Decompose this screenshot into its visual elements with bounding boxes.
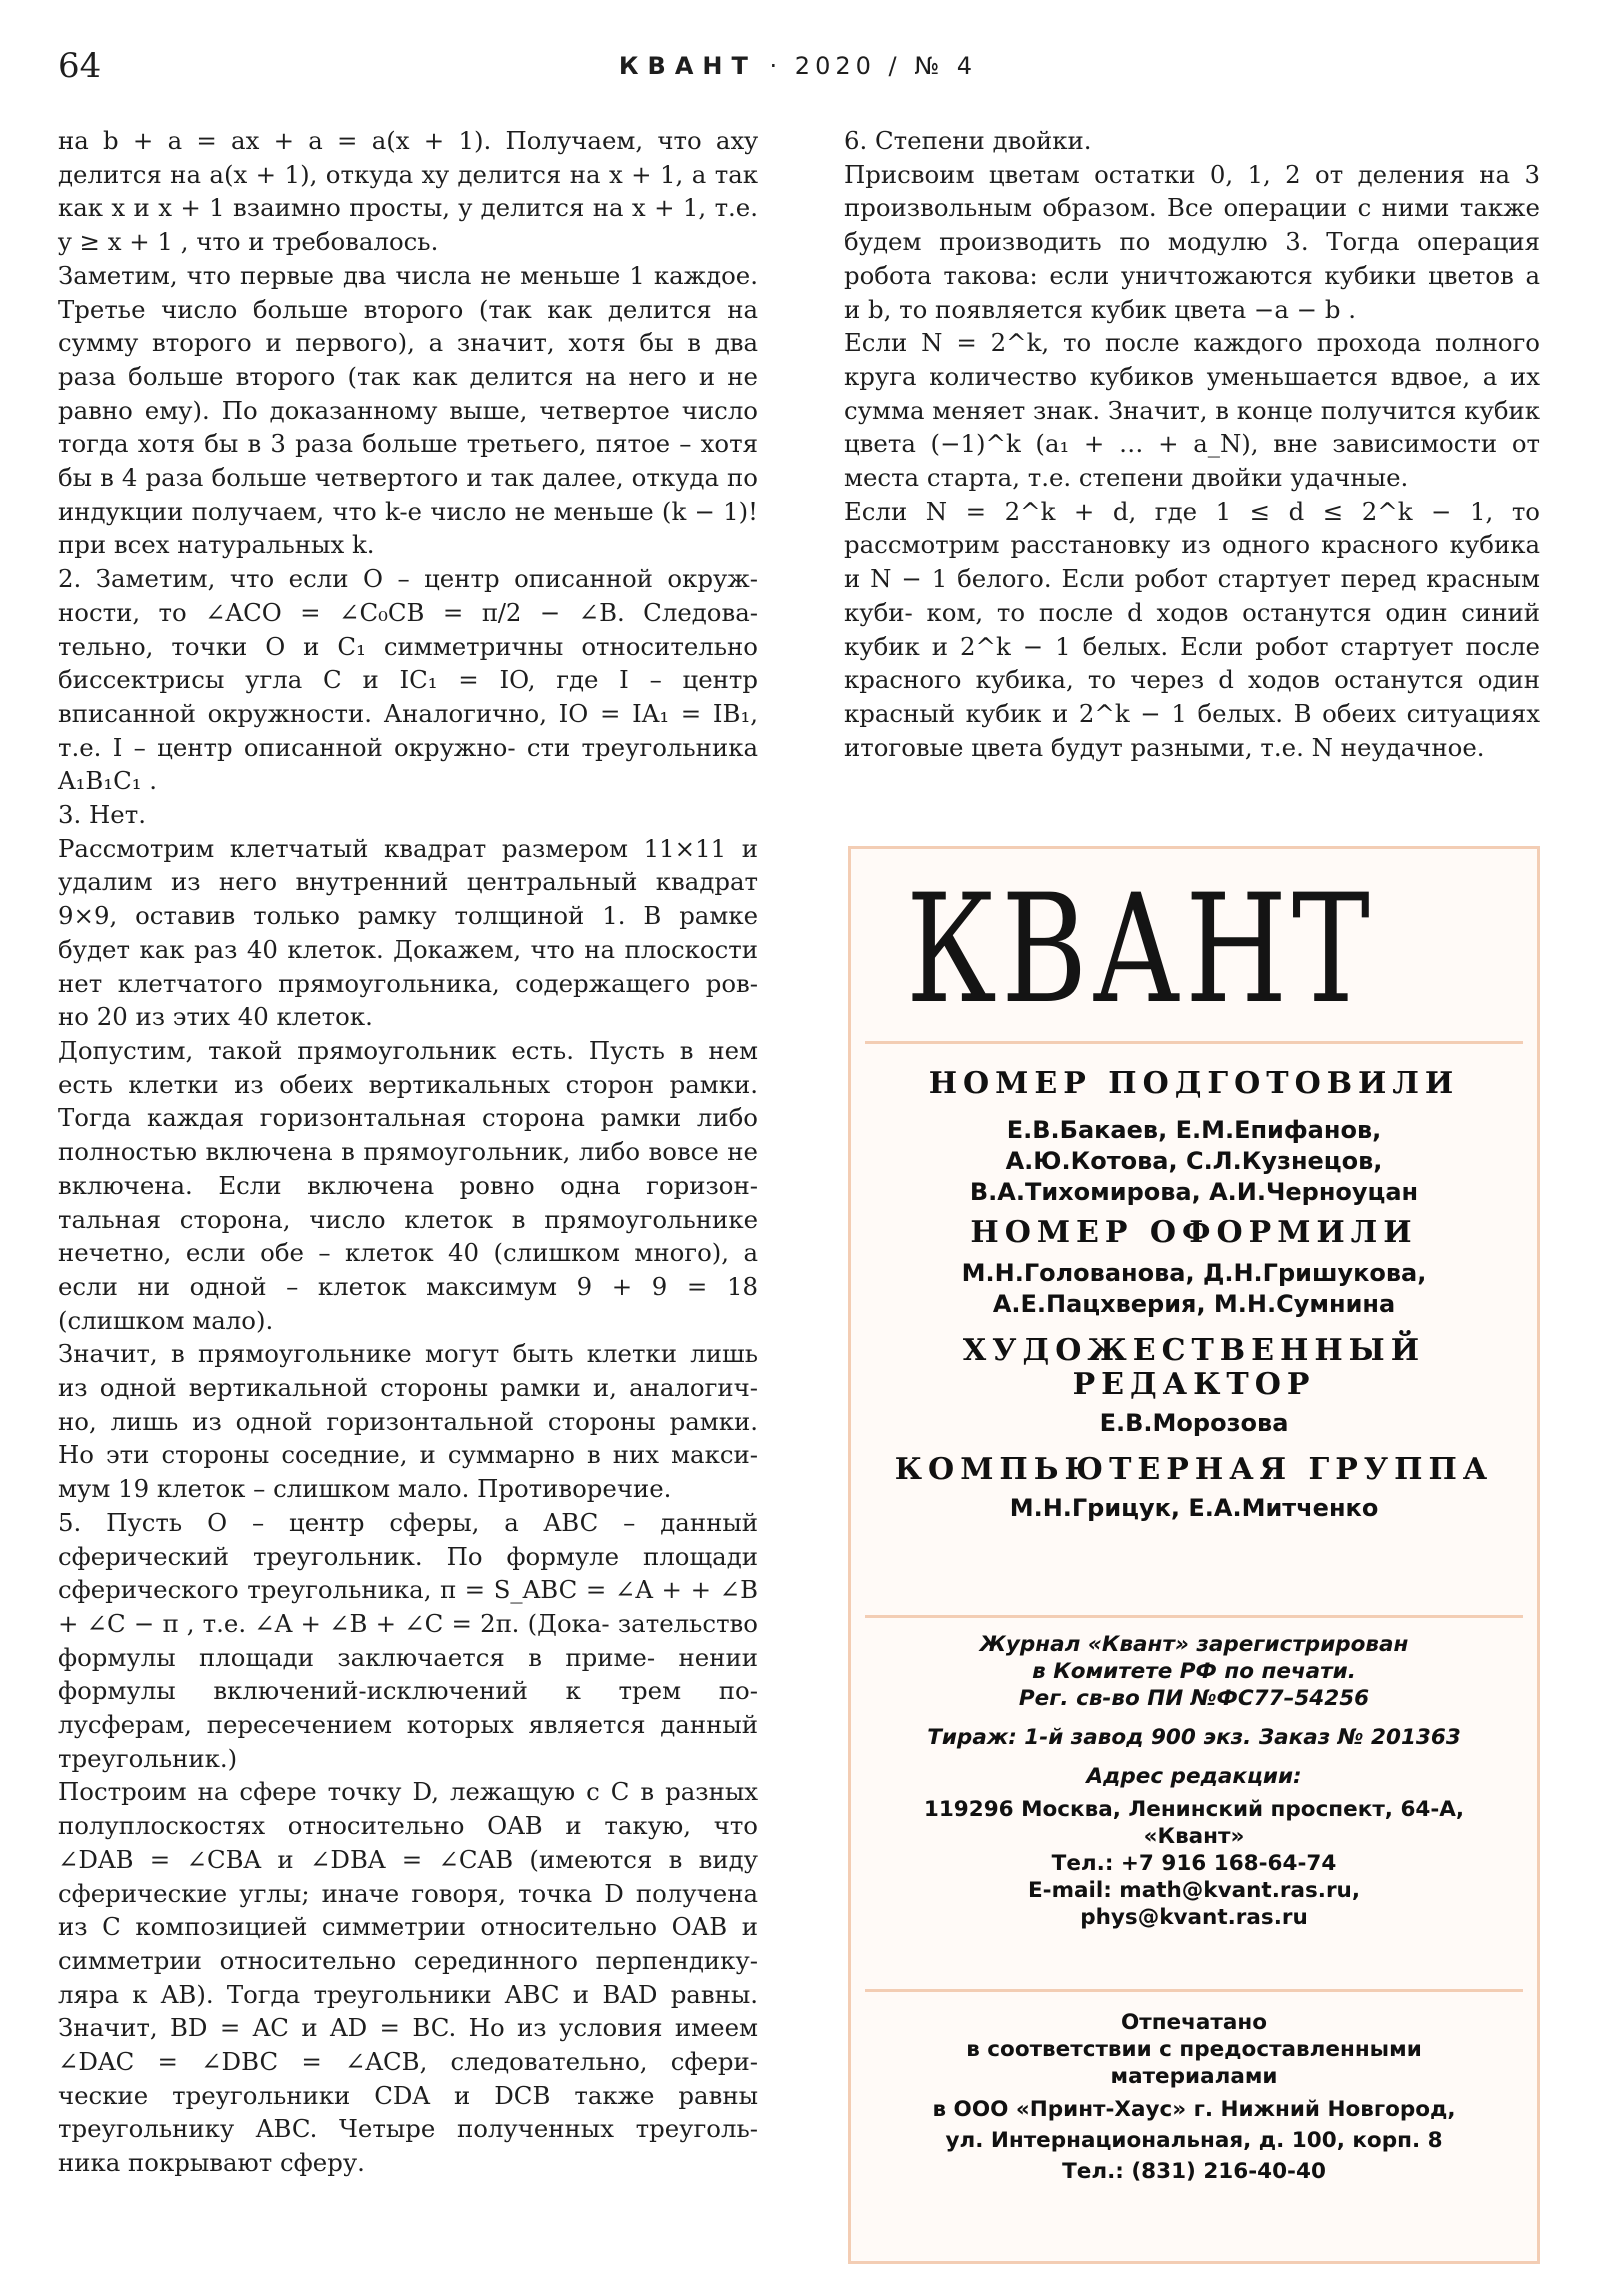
divider xyxy=(865,1615,1523,1618)
registration-section xyxy=(851,1631,1537,1931)
left-column xyxy=(58,124,758,2180)
computer-heading: КОМПЬЮТЕРНАЯ ГРУППА xyxy=(894,1452,1494,1487)
registration-line: Рег. св-во ПИ №ФС77–54256 xyxy=(1018,1686,1370,1711)
art-heading-line: ХУДОЖЕСТВЕННЫЙ xyxy=(962,1333,1426,1368)
art-heading-line: РЕДАКТОР xyxy=(1072,1367,1316,1402)
paragraph-4: 3. Нет. xyxy=(58,800,146,830)
divider xyxy=(865,1041,1523,1044)
address-line: 119296 Москва, Ленинский проспект, 64-А, xyxy=(923,1797,1465,1822)
address-line: Тел.: +7 916 168-64-74 xyxy=(1051,1851,1337,1876)
art-editor-name: Е.В.Морозова xyxy=(1099,1409,1289,1437)
prepared-name-line: Е.В.Бакаев, Е.М.Епифанов, xyxy=(1006,1116,1382,1144)
paragraph-r3: Если N = 2^k, то после каждого прохода полного круга количество кубиков уменьшается вдвое, а их сумма меняет знак. Значит, в конце получится кубик цвета (−1)^k (a₁ + … + a_N), вне зависимости от места старта, т.е. степени двойки удачные. xyxy=(844,328,1541,493)
printed-line: материалами xyxy=(1110,2064,1278,2089)
paragraph-5: Рассмотрим клетчатый квадрат размером 11×11 и удалим из него внутренний центральный квадрат 9×9, оставив только рамку толщиной 1. В рамке будет как раз 40 клеток. Докажем, что на плоскости нет клетчатого прямоугольника, содержащего ров- но 20 из этих 40 клеток. xyxy=(58,833,758,1032)
magazine-name: КВАНТ xyxy=(618,52,757,80)
designed-name-line: А.Е.Пацхверия, М.Н.Сумнина xyxy=(992,1290,1396,1318)
printed-line: Тел.: (831) 216-40-40 xyxy=(1062,2159,1326,2184)
credits-box xyxy=(848,846,1540,2264)
running-head xyxy=(58,42,1538,90)
printed-line: в соответствии с предоставленными xyxy=(966,2037,1422,2062)
printing-section xyxy=(851,2009,1537,2185)
paragraph-2: Заметим, что первые два числа не меньше 1 каждое. Третье число больше второго (так как делится на сумму второго и первого), а значит, хотя бы в два раза больше второго (так как делится на него и не равно ему). По доказанному выше, четвертое число тогда хотя бы в 3 раза больше третьего, пятое – хотя бы в 4 раза больше четвертого и так далее, откуда по индукции получаем, что k-е число не меньше (k − 1)! при всех натуральных k. xyxy=(58,260,758,560)
printed-line: ул. Интернациональная, д. 100, корп. 8 xyxy=(945,2128,1443,2153)
prepared-heading: НОМЕР ПОДГОТОВИЛИ xyxy=(928,1066,1460,1101)
page-number: 64 xyxy=(58,46,102,86)
circulation-line: Тираж: 1-й завод 900 экз. Заказ № 201363 xyxy=(927,1725,1461,1750)
issue-number: 2020 / № 4 xyxy=(794,52,978,80)
paragraph-r2: Присвоим цветам остатки 0, 1, 2 от деления на 3 произвольным образом. Все операции с ними также будем производить по модулю 3. Тогда операция робота такова: если уничтожаются кубики цветов a и b, то появляется кубик цвета −a − b . xyxy=(844,159,1540,324)
paragraph-9: Построим на сфере точку D, лежащую с C в разных полуплоскостях относительно OAB и такую, что ∠DAB = ∠CBA и ∠DBA = ∠CAB (имеются в виду сферические углы; иначе говоря, точка D получена из C композицией симметрии относительно OAB и симметрии относительно серединного перпендику- ляра к AB). Тогда треугольники ABC и BAD равны. Значит, BD = AC и AD = BC. Но из условия имеем ∠DAC = ∠DBC = ∠ACB, следовательно, сфери- ческие треугольники CDA и DCB также равны треугольнику ABC. Четыре полученных треуголь- ника покрывают сферу. xyxy=(58,1777,758,2178)
page-header xyxy=(58,42,1538,92)
printed-line: Отпечатано xyxy=(1120,2010,1268,2035)
address-line: E-mail: math@kvant.ras.ru, xyxy=(1027,1878,1361,1903)
designed-heading: НОМЕР ОФОРМИЛИ xyxy=(970,1215,1418,1250)
printed-line: в ООО «Принт-Хаус» г. Нижний Новгород, xyxy=(932,2097,1456,2122)
prepared-name-line: В.А.Тихомирова, А.И.Черноуцан xyxy=(969,1178,1419,1206)
registration-line: Журнал «Квант» зарегистрирован xyxy=(979,1632,1409,1657)
prepared-name-line: А.Ю.Котова, С.Л.Кузнецов, xyxy=(1005,1147,1383,1175)
address-line: «Квант» xyxy=(1143,1824,1245,1849)
address-line: phys@kvant.ras.ru xyxy=(1080,1905,1308,1930)
separator-dot: · xyxy=(769,52,783,80)
computer-names: М.Н.Грицук, Е.А.Митченко xyxy=(1009,1494,1379,1522)
paragraph-7: Значит, в прямоугольнике могут быть клетки лишь из одной вертикальной стороны рамки и, аналогич- но, лишь из одной горизонтальной стороны рамки. Но эти стороны соседние, и суммарно в них макси- мум 19 клеток – слишком мало. Противоречие. xyxy=(58,1339,758,1504)
right-column xyxy=(844,124,1540,764)
divider xyxy=(865,1989,1523,1992)
registration-line: в Комитете РФ по печати. xyxy=(1032,1659,1356,1684)
staff-section xyxy=(851,1067,1537,1524)
paragraph-r4: Если N = 2^k + d, где 1 ≤ d ≤ 2^k − 1, то рассмотрим расстановку из одного красного кубика и N − 1 белого. Если робот стартует перед красным куби- ком, то после d ходов останутся один синий кубик и 2^k − 1 белых. Если робот стартует после красного кубика, то через d ходов останутся один красный кубик и 2^k − 1 белых. В обеих ситуациях итоговые цвета будут разными, т.е. N неудачное. xyxy=(844,496,1540,762)
paragraph-1: на b + a = ax + a = a(x + 1). Получаем, что axy делится на a(x + 1), откуда xy делится на x + 1, а так как x и x + 1 взаимно просты, y делится на x + 1, т.е. y ≥ x + 1 , что и требовалось. xyxy=(58,126,758,257)
designed-name-line: М.Н.Голованова, Д.Н.Гришукова, xyxy=(961,1259,1427,1287)
paragraph-8: 5. Пусть O – центр сферы, а ABC – данный сферический треугольник. По формуле площади сферического треугольника, π = S_ABC = ∠A + + ∠B + ∠C − π , т.е. ∠A + ∠B + ∠C = 2π. (Дока- зательство формулы площади заключается в приме- нении формулы включений-исключений к трем по- лусферам, пересечением которых является данный треугольник.) xyxy=(58,1507,758,1773)
paragraph-3: 2. Заметим, что если O – центр описанной окруж- ности, то ∠ACO = ∠C₀CB = π/2 − ∠B. Следова- тельно, точки O и C₁ симметричны относительно биссектрисы угла C и IC₁ = IO, где I – центр вписанной окружности. Аналогично, IO = IA₁ = IB₁, т.е. I – центр описанной окружно- сти треугольника A₁B₁C₁ . xyxy=(58,564,758,796)
paragraph-6: Допустим, такой прямоугольник есть. Пусть в нем есть клетки из обеих вертикальных сторон рамки. Тогда каждая горизонтальная сторона рамки либо полностью включена в прямоугольник, либо вовсе не включена. Если включена ровно одна горизон- тальная сторона, число клеток в прямоугольнике нечетно, если обе – клеток 40 (слишком много), а если ни одной – клеток максимум 9 + 9 = 18 (слишком мало). xyxy=(58,1035,758,1335)
credits-title: КВАНТ xyxy=(906,863,1375,1037)
address-heading: Адрес редакции: xyxy=(1086,1764,1302,1789)
paragraph-r1: 6. Степени двойки. xyxy=(844,126,1092,155)
